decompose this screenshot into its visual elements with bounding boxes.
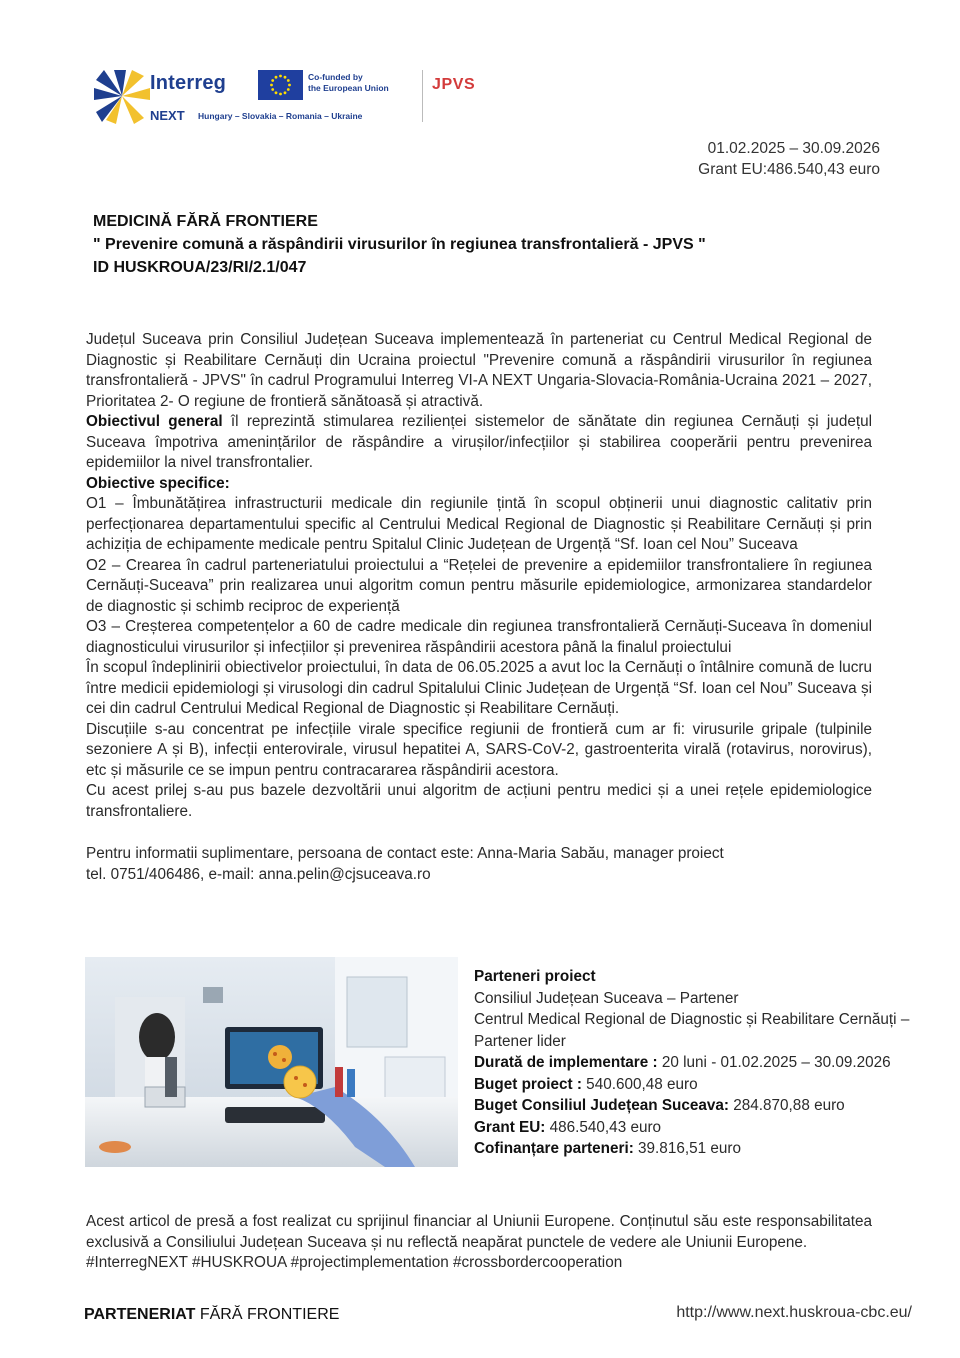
grant-row (474, 1117, 924, 1139)
disclaimer-text: Acest articol de presă a fost realizat cu sprijinul financiar al Uniunii Europene. Conținutul său este responsabilitatea exclusivă a Consiliului Județean Suceava și nu reflectă neapărat punctele de vedere ale Uniunii Europene. (86, 1213, 872, 1251)
partners-block (474, 966, 924, 1160)
grant-label: Grant EU: (474, 1118, 546, 1136)
budget-value: 540.600,48 euro (581, 1075, 698, 1093)
eu-line-1: Co-funded by (308, 72, 363, 82)
partner-2: Centrul Medical Regional de Diagnostic și Reabilitare Cernăuți – Partener lider (474, 1011, 910, 1050)
partner-1: Consiliul Județean Suceava – Partener (474, 989, 739, 1007)
duration-value: 20 luni - 01.02.2025 – 30.09.2026 (657, 1054, 891, 1071)
contact-line-2: tel. 0751/406486, e-mail: anna.pelin@cjsuceava.ro (86, 865, 431, 883)
algorithm-paragraph: Cu acest prilej s-au pus bazele dezvoltării unui algoritm de acțiuni pentru medici și a unei rețele epidemiologice transfrontaliere. (86, 782, 872, 820)
meeting-paragraph: În scopul îndeplinirii obiectivelor proiectului, în data de 06.05.2025 a avut loc la Cernăuți o întâlnire comună de lucru între medicii epidemiologi și virusologi din cadrul Spitalului Clinic Județean de Urgență “Sf. Ioan cel Nou” Suceava și cei din cadrul Centrului Medical Regional de Diagnostic și Reabilitare Cernăuți. (86, 659, 872, 717)
eu-flag-icon (258, 70, 303, 100)
footer-url[interactable]: http://www.next.huskroua-cbc.eu/ (676, 1304, 912, 1321)
specific-objectives-label: Obiective specifice: (86, 474, 230, 492)
eu-line-2: the European Union (308, 83, 389, 93)
grant-value: 486.540,43 euro (545, 1118, 662, 1136)
project-dates (698, 138, 880, 180)
duration-label: Durată de implementare : (474, 1054, 658, 1071)
title-line-1: MEDICINĂ FĂRĂ FRONTIERE (93, 213, 318, 230)
footer-slogan-bold: PARTENERIAT (84, 1306, 196, 1323)
footer-slogan (84, 1306, 339, 1324)
partners-heading: Parteneri proiect (474, 968, 596, 985)
cofinancing-row (474, 1138, 924, 1160)
cjs-budget-row (474, 1095, 924, 1117)
disclaimer-block (86, 1212, 872, 1274)
article-body (86, 330, 872, 885)
lab-photo (85, 957, 458, 1167)
general-objective-text: îl reprezintă stimularea rezilienței sistemelor de sănătate din regiunea Cernăuți și județul Suceava împotriva amenințărilor de răspândire a virușilor/infecțiilor și stabilirea cooperării pentru prevenirea epidemiilor la nivel transfrontalier. (86, 413, 872, 471)
discussions-paragraph: Discuțiile s-au concentrat pe infecțiile virale specifice regiunii de frontieră cum ar fi: virusurile gripale (tulpinile sezoniere A și B), infecții enterovirale, virusul hepatitei A, SARS-CoV-2, gastroenterita virală (rotavirus, norovirus), etc și măsurile ce se impun pentru contracararea răspândirii acestora. (86, 720, 872, 779)
hashtags: #InterregNEXT #HUSKROUA #projectimplementation #crossbordercooperation (86, 1254, 623, 1271)
program-countries: Hungary – Slovakia – Romania – Ukraine (198, 111, 363, 121)
title-line-3: ID HUSKROUA/23/RI/2.1/047 (93, 259, 307, 276)
title-line-2: " Prevenire comună a răspândirii virusurilor în regiunea transfrontalieră - JPVS " (93, 236, 706, 253)
grant-amount: Grant EU:486.540,43 euro (698, 161, 880, 178)
project-period: 01.02.2025 – 30.09.2026 (707, 140, 880, 157)
spacer (86, 822, 872, 844)
budget-row (474, 1074, 924, 1096)
cjs-budget-value: 284.870,88 euro (729, 1097, 845, 1114)
contact-line-1: Pentru informatii suplimentare, persoana de contact este: Anna-Maria Sabău, manager proiect (86, 845, 724, 862)
duration-row (474, 1052, 924, 1074)
eu-cofunded-text (308, 72, 389, 94)
cjs-budget-label: Buget Consiliul Județean Suceava: (474, 1097, 730, 1114)
intro-paragraph: Județul Suceava prin Consiliul Județean Suceava implementează în parteneriat cu Centrul Medical Regional de Diagnostic și Reabilitare Cernăuți din Ucraina proiectul "Prevenire comună a răspândirii virusurilor în regiunea transfrontalieră - JPVS" în cadrul Programului Interreg VI-A NEXT Ungaria-Slovacia-România-Ucraina 2021 – 2027, Prioritatea 2- O regiune de frontieră sănătoasă și atractivă. (86, 331, 872, 410)
objective-o3: O3 – Creșterea competențelor a 60 de cadre medicale din regiunea transfrontalieră Cernăuți-Suceava în domeniul diagnosticului virusurilor și infecțiilor și prevenirea răspândirii acestora până la finalul proiectului (86, 618, 872, 656)
header-logos (92, 66, 512, 132)
interreg-logo-text: Interreg (150, 72, 227, 94)
logo-divider (422, 70, 423, 122)
interreg-star-icon (92, 66, 152, 126)
general-objective (86, 412, 872, 474)
document-title (93, 210, 853, 279)
objective-o2: O2 – Crearea în cadrul parteneriatului proiectului a “Rețelei de prevenire a epidemiilor transfrontaliere în regiunea Cernăuți-Suceava” prin realizarea unui algoritm comun pentru măsurile epidemiologice, armonizarea standardelor de diagnostic și schimb reciproc de experiență (86, 556, 872, 615)
objective-o1: O1 – Îmbunătățirea infrastructurii medicale din regiunile țintă în scopul obținerii unui diagnostic calitativ prin perfecționarea departamentului specific al Centrului Medical Regional de Diagnostic și Reabilitare Cernăuți și prin achiziția de echipamente medicale pentru Spitalul Clinic Județean de Urgență “Sf. Ioan cel Nou” Suceava (86, 495, 872, 553)
budget-label: Buget proiect : (474, 1075, 582, 1093)
cofinancing-value: 39.816,51 euro (633, 1140, 741, 1157)
general-objective-label: Obiectivul general (86, 413, 223, 430)
cofinancing-label: Cofinanțare parteneri: (474, 1140, 634, 1157)
next-logo-text: NEXT (150, 108, 185, 123)
footer-slogan-rest: FĂRĂ FRONTIERE (195, 1306, 340, 1323)
jpvs-logo-text: JPVS (432, 76, 476, 93)
